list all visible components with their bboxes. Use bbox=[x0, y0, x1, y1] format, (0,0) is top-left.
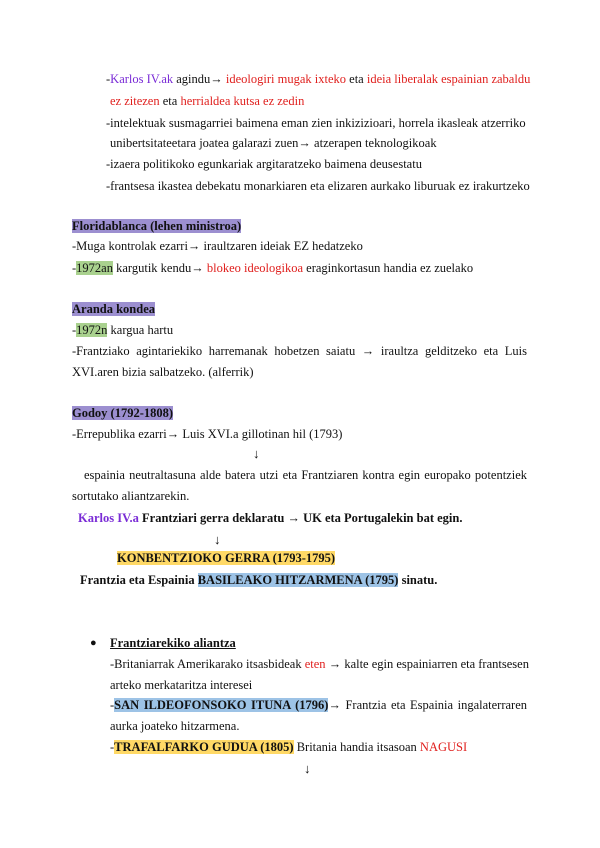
section-heading bbox=[72, 405, 173, 421]
battle-highlight: TRAFALFARKO GUDUA (1805) bbox=[114, 740, 294, 754]
text-highlight-red: herrialdea kutsa ez zedin bbox=[180, 94, 305, 108]
text-name: Karlos IV.ak bbox=[110, 72, 174, 86]
heading-text: Aranda kondea bbox=[72, 302, 156, 316]
text: agindu→ bbox=[173, 72, 226, 86]
down-arrow-icon: ↓ bbox=[304, 761, 311, 776]
year-highlight: 1972n bbox=[76, 323, 108, 337]
text: - bbox=[106, 72, 111, 86]
text: eraginkortasun handia ez zuelako bbox=[303, 261, 474, 275]
text-name: Karlos IV.a bbox=[78, 511, 139, 525]
text: - bbox=[110, 740, 115, 754]
text-line: XVI.aren bizia salbatzeko. (alferrik) bbox=[72, 365, 254, 379]
year-highlight: 1972an bbox=[76, 261, 113, 275]
text: → Frantzia eta Espainia ingalaterraren bbox=[328, 698, 527, 712]
text: sinatu. bbox=[398, 573, 438, 587]
text-line: aurka joateko hitzarmena. bbox=[110, 719, 240, 733]
text: Frantziari gerra deklaratu → UK eta Portugalekin bat egin. bbox=[138, 511, 463, 525]
text-line bbox=[110, 697, 527, 713]
text-line bbox=[106, 71, 530, 87]
text: Frantzia eta Espainia bbox=[80, 573, 198, 587]
bullet-icon: ● bbox=[90, 637, 97, 649]
text-line: unibertsitateetara joatea galarazi zuen→ atzerapen teknologikoak bbox=[110, 136, 437, 150]
text: kargua hartu bbox=[107, 323, 174, 337]
text-highlight-red: ideologiri mugak ixteko bbox=[225, 72, 347, 86]
text-highlight-red: NAGUSI bbox=[419, 740, 468, 754]
text-highlight-red: eten bbox=[304, 657, 326, 671]
treaty-highlight: BASILEAKO HITZARMENA (1795) bbox=[197, 573, 399, 587]
text-line: -izaera politikoko egunkariak argitaratzeko baimena deusestatu bbox=[106, 157, 422, 171]
text: - bbox=[110, 698, 115, 712]
text-line bbox=[72, 260, 473, 276]
section-heading: Frantziarekiko aliantza bbox=[110, 636, 236, 650]
text-line: -Muga kontrolak ezarri→ iraultzaren ideiak EZ hedatzeko bbox=[72, 239, 363, 253]
heading-text: Godoy (1792-1808) bbox=[72, 406, 174, 420]
text: kargutik kendu→ bbox=[112, 261, 207, 275]
section-heading bbox=[72, 218, 241, 234]
text-highlight-red: ez zitezen bbox=[110, 94, 160, 108]
text: - bbox=[72, 323, 77, 337]
text-line: -intelektuak susmagarriei baimena eman zien inkizizioari, horrela ikasleak atzerriko bbox=[106, 116, 526, 130]
text-line: -Errepublika ezarri→ Luis XVI.a gillotinan hil (1793) bbox=[72, 427, 343, 441]
text: eta bbox=[346, 72, 367, 86]
text-line bbox=[80, 572, 437, 588]
text-line: -frantsesa ikastea debekatu monarkiaren eta elizaren aurkako liburuak ez irakurtzeko bbox=[106, 179, 530, 193]
text-line: -Frantziako agintariekiko harremanak hobetzen saiatu → iraultza gelditzeko eta Luis bbox=[72, 344, 527, 358]
text-line bbox=[110, 739, 467, 755]
war-highlight: KONBENTZIOKO GERRA (1793-1795) bbox=[117, 551, 336, 565]
text-line: sortutako aliantzarekin. bbox=[72, 489, 190, 503]
text-line bbox=[110, 656, 529, 672]
section-heading bbox=[72, 301, 155, 317]
text-line bbox=[72, 322, 173, 338]
text: - bbox=[72, 261, 77, 275]
text-line bbox=[78, 510, 462, 526]
down-arrow-icon: ↓ bbox=[214, 532, 221, 547]
text-line bbox=[117, 550, 335, 566]
text-highlight-red: blokeo ideologikoa bbox=[206, 261, 304, 275]
treaty-highlight: SAN ILDEOFONSOKO ITUNA (1796) bbox=[114, 698, 329, 712]
text-line bbox=[110, 93, 304, 109]
text-highlight-red: ideia liberalak espainian zabaldu bbox=[366, 72, 531, 86]
text-line: espainia neutraltasuna alde batera utzi eta Frantziaren kontra egin europako potentziek bbox=[84, 468, 527, 482]
text: Britania handia itsasoan bbox=[293, 740, 420, 754]
text-line: arteko merkataritza interesei bbox=[110, 678, 253, 692]
text: eta bbox=[159, 94, 181, 108]
heading-text: Floridablanca (lehen ministroa) bbox=[72, 219, 242, 233]
text: -Britaniarrak Amerikarako itsasbideak bbox=[110, 657, 305, 671]
text: → kalte egin espainiarren eta frantsesen bbox=[325, 657, 529, 671]
down-arrow-icon: ↓ bbox=[253, 446, 260, 461]
